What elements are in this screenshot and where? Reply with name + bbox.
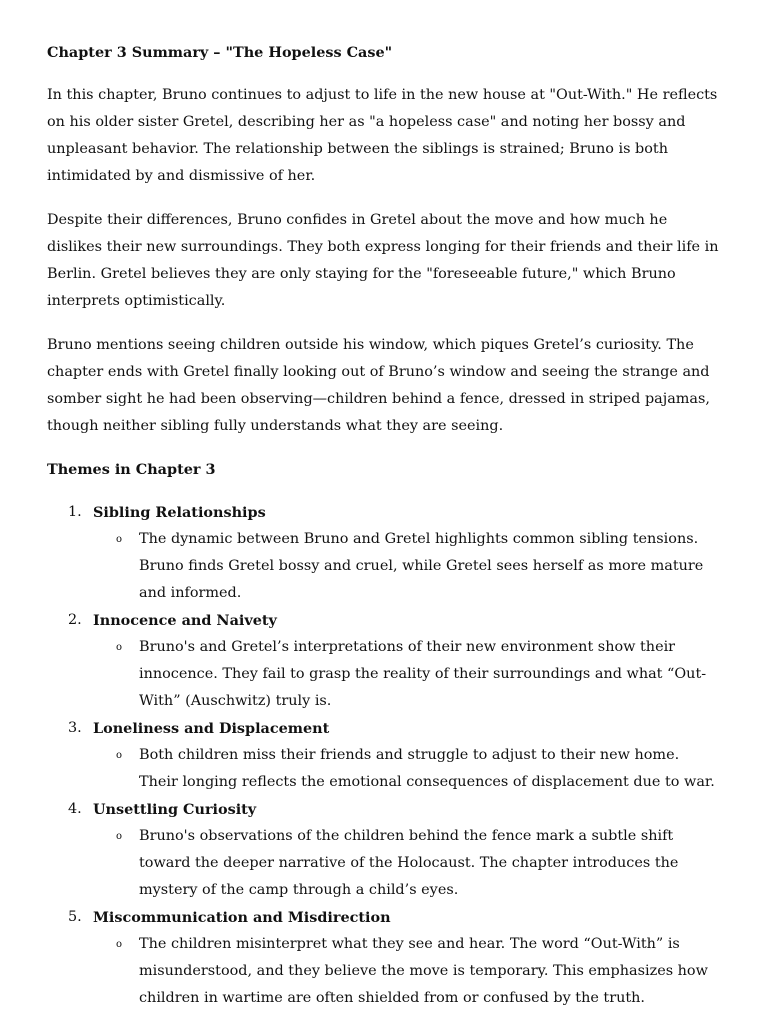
themes-list — [47, 499, 722, 1012]
theme-detail: The dynamic between Bruno and Gretel highlights common sibling tensions. Bruno finds Gretel bossy and cruel, while Gretel sees herself as more mature and informed. — [139, 531, 704, 601]
theme-item — [47, 796, 722, 904]
theme-title: Sibling Relationships — [93, 504, 266, 521]
theme-number: 2. — [68, 612, 82, 628]
summary-paragraph-3: Bruno mentions seeing children outside his window, which piques Gretel’s curiosity. The chapter ends with Gretel finally looking out of Bruno’s window and seeing the strange and somber sight he had been observing—children behind a fence, dressed in striped pajamas, though neither sibling fully understands what they are seeing. — [47, 337, 710, 434]
circle-bullet-icon: o — [116, 831, 123, 842]
theme-item — [47, 499, 722, 607]
theme-title: Loneliness and Displacement — [93, 720, 330, 737]
circle-bullet-icon: o — [116, 534, 123, 545]
theme-detail-item — [93, 931, 722, 1012]
circle-bullet-icon: o — [116, 642, 123, 653]
theme-detail: The children misinterpret what they see and hear. The word “Out-With” is misunderstood, and they believe the move is temporary. This emphasizes how children in wartime are often shielded from or confused by the truth. — [139, 936, 708, 1006]
theme-detail-item — [93, 742, 722, 796]
circle-bullet-icon: o — [116, 939, 123, 950]
theme-item — [47, 904, 722, 1012]
theme-number: 5. — [68, 909, 82, 925]
circle-bullet-icon: o — [116, 750, 123, 761]
theme-detail: Bruno's and Gretel’s interpretations of their new environment show their innocence. They fail to grasp the reality of their surroundings and what “Out-With” (Auschwitz) truly is. — [139, 639, 707, 709]
theme-number: 1. — [68, 504, 82, 520]
theme-detail: Both children miss their friends and struggle to adjust to their new home. Their longing reflects the emotional consequences of displacement due to war. — [139, 747, 715, 790]
theme-title: Unsettling Curiosity — [93, 801, 257, 818]
themes-heading: Themes in Chapter 3 — [47, 461, 216, 478]
theme-detail-item — [93, 823, 722, 904]
theme-title: Miscommunication and Misdirection — [93, 909, 391, 926]
summary-heading: Chapter 3 Summary – "The Hopeless Case" — [47, 44, 393, 61]
theme-detail-item — [93, 526, 722, 607]
theme-detail-item — [93, 634, 722, 715]
summary-paragraph-2: Despite their differences, Bruno confides in Gretel about the move and how much he dislikes their new surroundings. They both express longing for their friends and their life in Berlin. Gretel believes they are only staying for the "foreseeable future," which Bruno interprets optimistically. — [47, 212, 719, 309]
theme-number: 3. — [68, 720, 82, 736]
theme-detail: Bruno's observations of the children behind the fence mark a subtle shift toward the deeper narrative of the Holocaust. The chapter introduces the mystery of the camp through a child’s eyes. — [139, 828, 679, 898]
theme-title: Innocence and Naivety — [93, 612, 277, 629]
summary-paragraph-1: In this chapter, Bruno continues to adjust to life in the new house at "Out-With." He reflects on his older sister Gretel, describing her as "a hopeless case" and noting her bossy and unpleasant behavior. The relationship between the siblings is strained; Bruno is both intimidated by and dismissive of her. — [47, 87, 718, 184]
theme-item — [47, 607, 722, 715]
theme-number: 4. — [68, 801, 82, 817]
theme-item — [47, 715, 722, 796]
